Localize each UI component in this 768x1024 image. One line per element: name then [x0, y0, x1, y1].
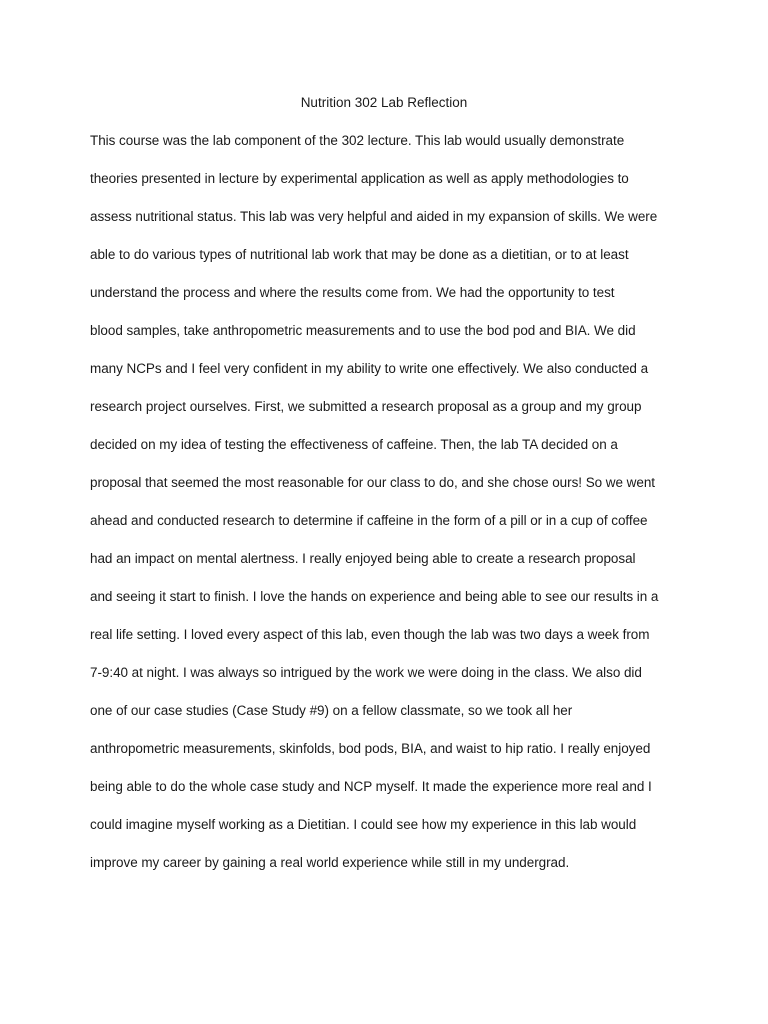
body-line: theories presented in lecture by experimental application as well as apply methodologies to [90, 171, 629, 186]
body-line: research project ourselves. First, we submitted a research proposal as a group and my group [90, 399, 642, 414]
body-line: This course was the lab component of the 302 lecture. This lab would usually demonstrate [90, 133, 625, 148]
body-line: had an impact on mental alertness. I really enjoyed being able to create a research proposal [90, 551, 636, 566]
body-line: could imagine myself working as a Dietitian. I could see how my experience in this lab would [90, 817, 637, 832]
body-line: blood samples, take anthropometric measurements and to use the bod pod and BIA. We did [90, 323, 636, 338]
body-line: proposal that seemed the most reasonable for our class to do, and she chose ours! So we went [90, 475, 655, 490]
body-line: one of our case studies (Case Study #9) on a fellow classmate, so we took all her [90, 703, 573, 718]
body-line: being able to do the whole case study and NCP myself. It made the experience more real and I [90, 779, 652, 794]
body-line: decided on my idea of testing the effectiveness of caffeine. Then, the lab TA decided on a [90, 437, 618, 452]
body-line: anthropometric measurements, skinfolds, bod pods, BIA, and waist to hip ratio. I really enjoyed [90, 741, 651, 756]
body-line: assess nutritional status. This lab was very helpful and aided in my expansion of skills. We were [90, 209, 658, 224]
body-line: 7-9:40 at night. I was always so intrigued by the work we were doing in the class. We also did [90, 665, 642, 680]
body-line: ahead and conducted research to determine if caffeine in the form of a pill or in a cup of coffee [90, 513, 648, 528]
document-title: Nutrition 302 Lab Reflection [300, 95, 468, 110]
body-line: improve my career by gaining a real world experience while still in my undergrad. [90, 855, 570, 870]
body-line: and seeing it start to finish. I love the hands on experience and being able to see our results in a [90, 589, 659, 604]
body-line: many NCPs and I feel very confident in my ability to write one effectively. We also conducted a [90, 361, 649, 376]
body-line: real life setting. I loved every aspect of this lab, even though the lab was two days a week from [90, 627, 650, 642]
body-line: understand the process and where the results come from. We had the opportunity to test [90, 285, 615, 300]
body-line: able to do various types of nutritional lab work that may be done as a dietitian, or to at least [90, 247, 629, 262]
